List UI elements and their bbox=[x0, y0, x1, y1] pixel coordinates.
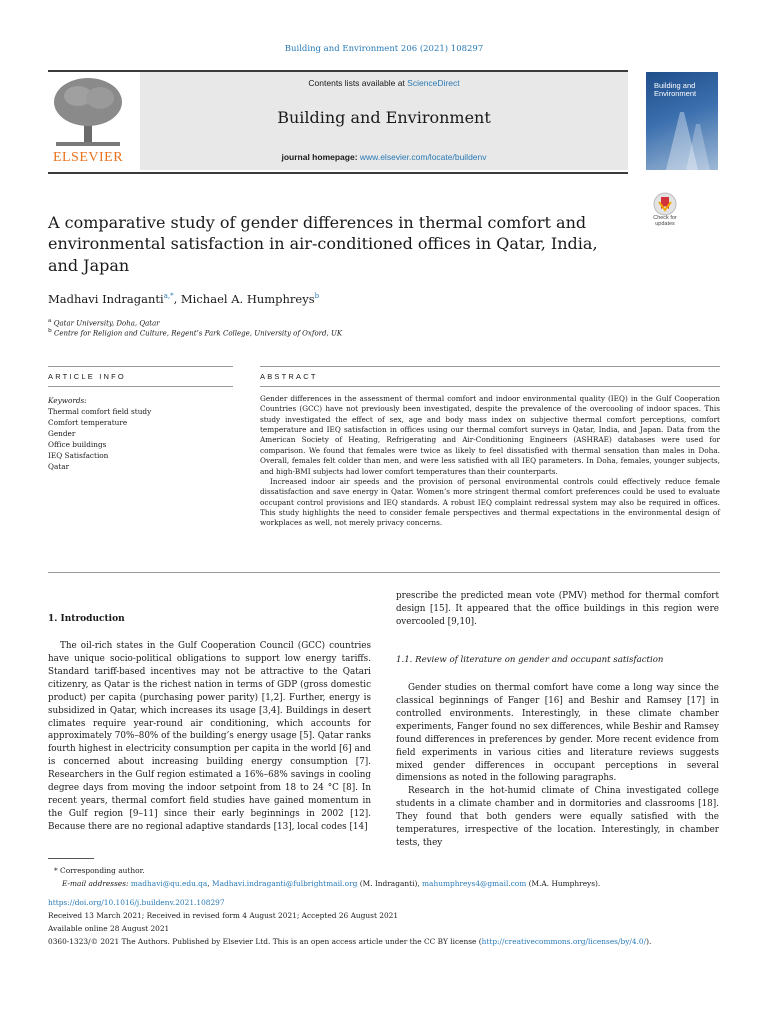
author-name[interactable]: Michael A. Humphreys bbox=[180, 292, 315, 306]
available-online-date: Available online 28 August 2021 bbox=[48, 924, 170, 933]
header-bottom-rule bbox=[48, 172, 628, 174]
body-paragraph: prescribe the predicted mean vote (PMV) method for thermal comfort design [15]. It appeared that the office buildings in this region were overcooled [9,10]. bbox=[396, 591, 719, 627]
keywords-label: Keywords: bbox=[48, 396, 87, 405]
received-dates: Received 13 March 2021; Received in revised form 4 August 2021; Accepted 26 August 2021 bbox=[48, 911, 399, 920]
author-affiliation-marker[interactable]: a,* bbox=[163, 292, 174, 301]
section-heading-introduction: 1. Introduction bbox=[48, 614, 125, 624]
crossmark-icon bbox=[648, 192, 682, 216]
article-info-heading: ARTICLE INFO bbox=[48, 372, 126, 381]
license-link[interactable]: http://creativecommons.org/licenses/by/4.0/ bbox=[481, 937, 647, 946]
body-paragraph: Research in the hot-humid climate of China investigated college students in a climate chamber and in dormitories and classrooms [18]. They found that both genders were equally satisfied with the temperatures, irrespective of the location. Interestingly, in chamber tests, they bbox=[396, 786, 719, 849]
author-affiliation-marker[interactable]: b bbox=[314, 292, 320, 301]
article-info-top-rule bbox=[48, 366, 233, 367]
keywords-block bbox=[48, 396, 233, 473]
keyword-item[interactable]: Thermal comfort field study bbox=[48, 406, 152, 416]
journal-title: Building and Environment bbox=[277, 108, 491, 127]
body-right-column bbox=[396, 682, 719, 850]
journal-cover-image[interactable] bbox=[646, 72, 718, 170]
journal-homepage-link[interactable]: www.elsevier.com/locate/buildenv bbox=[359, 152, 487, 162]
author-list: Madhavi Indraganti$^{a,*}$, Michael A. Humphreys$^b$ bbox=[48, 292, 320, 306]
affiliation-a: $^a$ Qatar University, Doha, Qatar bbox=[48, 318, 160, 328]
email-link[interactable]: madhavi@qu.edu.qa bbox=[130, 879, 208, 888]
license-line: 0360-1323/© 2021 The Authors. Published by Elsevier Ltd. This is an open access article under the CC BY license (http://creativecommons.org/licenses/by/4.0/). bbox=[48, 937, 652, 946]
body-paragraph: The oil-rich states in the Gulf Cooperation Council (GCC) countries have unique socio-political obligations to support low energy tariffs. Standard tariff-based incentives may not be attractive to the Qatari citizenry, as Qatar is the richest nation in terms of GDP (gross domestic product) per capita (purchasing power parity) [1,2]. Further, energy is subsidized in Qatar, which increases its usage [3,4]. Buildings in desert climates require year-round air conditioning, which accounts for approximately 70%–80% of the building’s energy usage [5]. Qatar ranks fourth highest in electricity consumption per capita in the world [6] and is concerned about increasing building energy consumption [7]. Researchers in the Gulf region estimated a 16%–68% savings in cooling degree days from moving the indoor setpoint from 18 to 24 °C [8]. In recent years, thermal comfort field studies have gained momentum in the Gulf region [9–11] since their early beginnings in 2002 [12]. Because there are no regional adaptive standards [13], local codes [14] bbox=[48, 641, 371, 832]
abstract-mid-rule bbox=[260, 386, 720, 387]
abstract-top-rule bbox=[260, 366, 720, 367]
abstract-paragraph: Gender differences in the assessment of thermal comfort and indoor environmental quality (IEQ) in the Gulf Cooperation Countries (GCC) have not previously been investigated, despite the prevalence of the overcooling of indoor spaces. This study investigated the effect of sex, age and body mass index on subjective thermal comfort perceptions, comfort temperature and IEQ satisfaction in offices using our thermal comfort surveys in Qatar, India, and Japan. Data from the American Society of Heating, Refrigerating and Air-Conditioning Engineers (ASHRAE) databases were used for comparison. We found that females were twice as likely to feel dissatisfied with thermal sensation than males in Doha. Overall, females felt colder than men, and were less satisfied with all IEQ parameters. In Doha, females, younger subjects, and high-BMI subjects had lower comfort temperatures than their counterparts. bbox=[260, 394, 720, 476]
contents-list-line: Contents lists available at ScienceDirect bbox=[308, 78, 460, 88]
email-link[interactable]: mahumphreys4@gmail.com bbox=[422, 879, 527, 888]
article-title: A comparative study of gender differences in thermal comfort and environmental satisfaction in air-conditioned offices in Qatar, India, and Japan bbox=[48, 213, 598, 275]
footnote-rule bbox=[48, 858, 94, 859]
journal-homepage-line: journal homepage: www.elsevier.com/locate/buildenv bbox=[281, 152, 487, 162]
affiliation-b: $^b$ Centre for Religion and Culture, Regent’s Park College, University of Oxford, UK bbox=[48, 328, 343, 338]
tree-emblem-icon bbox=[48, 74, 128, 150]
body-left-column bbox=[48, 640, 371, 834]
article-info-mid-rule bbox=[48, 386, 233, 387]
crossmark-label: Check for updates bbox=[653, 215, 677, 227]
abstract-paragraph: Increased indoor air speeds and the provision of personal environmental controls could effectively reduce female dissatisfaction and save energy in Qatar. Women’s more stringent thermal comfort preferences could be used to evaluate occupant control provisions and IEQ standards. A robust IEQ complaint redressal system may also be required in offices. This study highlights the need to consider female perspectives and thermal expectations in the environmental design of workplaces as well, not merely privacy concerns. bbox=[260, 476, 720, 528]
body-paragraph: Gender studies on thermal comfort have come a long way since the classical beginnings of Fanger [16] and Beshir and Ramsey [17] in controlled environments. Interestingly, in these climate chamber experiments, Fanger found no sex differences, while Beshir and Ramsey found differences in preferences by gender. More recent evidence from field experiments in various cities and literature reviews suggests mixed gender differences in occupant perceptions in several dimensions as noted in the following paragraphs. bbox=[396, 683, 719, 784]
cover-building-graphic bbox=[646, 72, 718, 170]
keyword-item[interactable]: Gender bbox=[48, 428, 76, 438]
email-addresses-line: E-mail addresses: madhavi@qu.edu.qa, Madhavi.indraganti@fulbrightmail.org (M. Indraganti), mahumphreys4@gmail.com (M.A. Humphreys). bbox=[62, 879, 601, 888]
keyword-item[interactable]: Office buildings bbox=[48, 439, 107, 449]
body-right-column-top bbox=[396, 590, 719, 629]
doi-link[interactable]: https://doi.org/10.1016/j.buildenv.2021.108297 bbox=[48, 898, 225, 907]
elsevier-logo[interactable] bbox=[48, 74, 128, 168]
keyword-item[interactable]: Comfort temperature bbox=[48, 417, 128, 427]
check-for-updates-badge[interactable] bbox=[648, 192, 682, 236]
corresponding-author-note: * Corresponding author. bbox=[54, 866, 145, 875]
cover-title: Building and Environment bbox=[654, 81, 697, 98]
sciencedirect-link[interactable]: ScienceDirect bbox=[407, 78, 460, 88]
subsection-heading: 1.1. Review of literature on gender and occupant satisfaction bbox=[396, 655, 664, 665]
abstract-heading: ABSTRACT bbox=[260, 372, 318, 381]
abstract-body bbox=[260, 394, 720, 529]
email-link[interactable]: Madhavi.indraganti@fulbrightmail.org bbox=[212, 879, 358, 888]
journal-citation-link[interactable]: Building and Environment 206 (2021) 108297 bbox=[284, 44, 484, 54]
author-name[interactable]: Madhavi Indraganti bbox=[48, 292, 164, 306]
abstract-bottom-rule bbox=[48, 572, 720, 573]
journal-banner bbox=[140, 72, 628, 170]
keyword-item[interactable]: Qatar bbox=[48, 461, 70, 471]
keyword-item[interactable]: IEQ Satisfaction bbox=[48, 450, 109, 460]
elsevier-wordmark: ELSEVIER bbox=[52, 150, 124, 165]
